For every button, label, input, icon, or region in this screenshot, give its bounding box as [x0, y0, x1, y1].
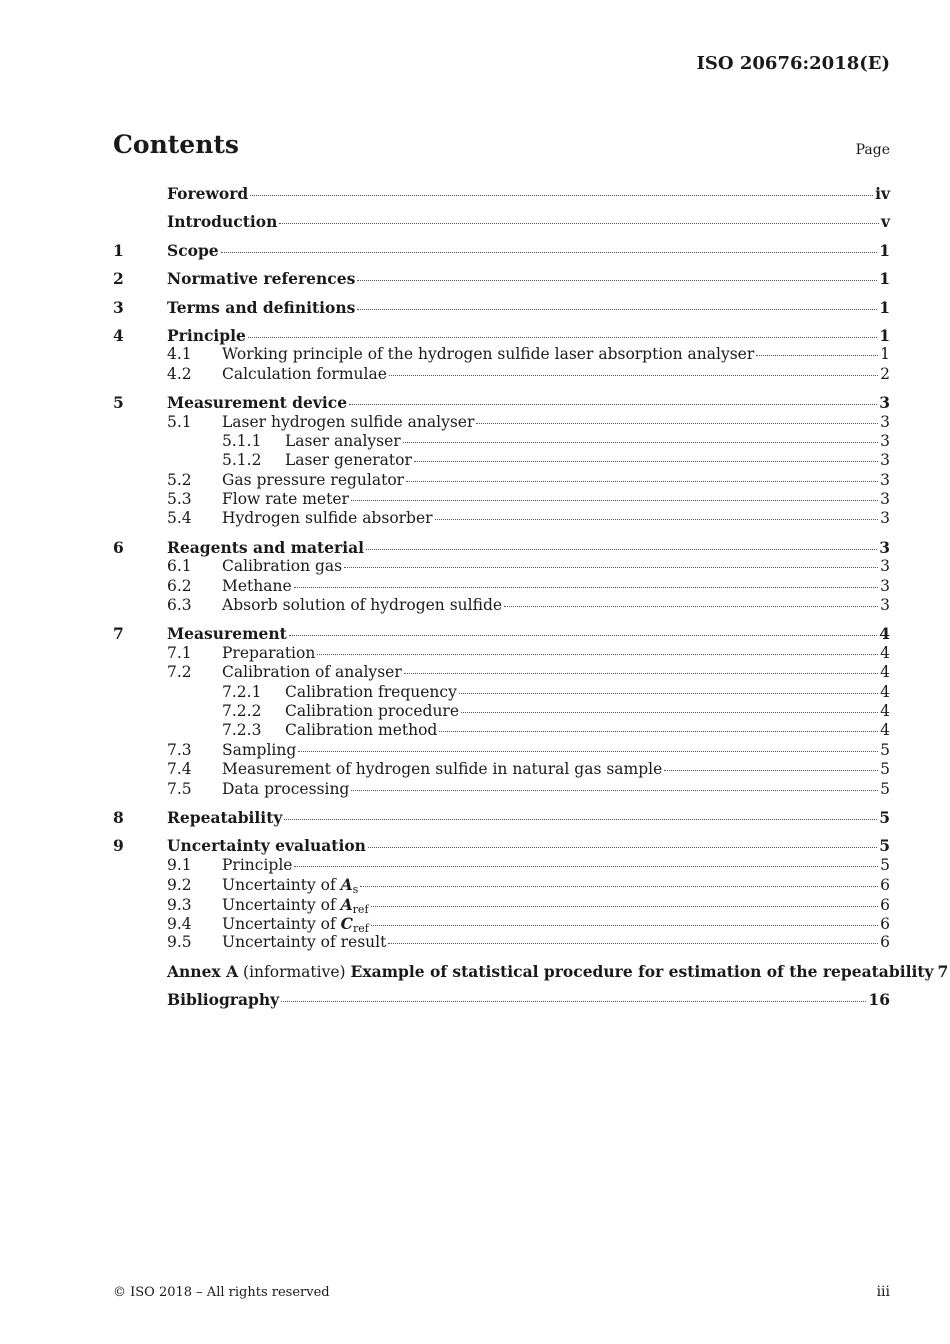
toc-entry-number: 5.4 — [167, 509, 192, 528]
toc-entry-title: Uncertainty evaluation — [167, 836, 366, 856]
toc-entry-page: 6 — [880, 914, 890, 933]
toc-entry[interactable] — [113, 895, 890, 914]
toc-entry-page: 7 — [937, 961, 949, 981]
toc-entry-number: 4 — [113, 325, 124, 345]
toc-entry[interactable] — [113, 345, 890, 364]
toc-entry-title: Bibliography — [167, 990, 280, 1010]
toc-entry-title: Sampling — [222, 740, 297, 759]
toc-entry[interactable] — [113, 538, 890, 557]
toc-entry[interactable] — [113, 184, 890, 203]
toc-entry-number: 1 — [113, 240, 124, 260]
dot-leader — [756, 355, 878, 356]
toc-entry[interactable] — [113, 393, 890, 412]
toc-entry-number: 9 — [113, 836, 124, 856]
toc-entry[interactable] — [113, 760, 890, 779]
dot-leader — [404, 673, 878, 674]
toc-entry-title: Repeatability — [167, 807, 283, 827]
dot-leader — [294, 587, 878, 588]
toc-entry-title: Introduction — [167, 212, 278, 232]
toc-entry-number: 7.4 — [167, 760, 192, 779]
dot-leader — [403, 442, 878, 443]
toc-entry-page: 1 — [879, 325, 890, 345]
toc-entry-page: 5 — [880, 740, 890, 759]
toc-entry-number: 3 — [113, 297, 124, 317]
dot-leader — [388, 943, 878, 944]
dot-leader — [357, 309, 877, 310]
toc-entry[interactable] — [113, 624, 890, 643]
toc-entry-title: Calibration frequency — [285, 682, 457, 701]
dot-leader — [406, 481, 878, 482]
toc-entry-number: 4.2 — [167, 364, 192, 383]
toc-entry[interactable] — [113, 875, 890, 897]
toc-entry-title: Calibration method — [285, 721, 438, 740]
toc-entry-number: 2 — [113, 269, 124, 289]
toc-entry-number: 7.2.2 — [222, 701, 262, 720]
toc-entry-page: v — [880, 212, 890, 232]
toc-entry[interactable] — [113, 451, 890, 470]
toc-entry-title: Working principle of the hydrogen sulfide laser absorption analyser — [222, 345, 755, 364]
toc-entry-title: Reagents and material — [167, 537, 365, 557]
toc-entry-number: 9.3 — [167, 895, 192, 914]
toc-entry-page: 6 — [880, 895, 890, 914]
toc-entry-title: Uncertainty of $A_{ref}$ — [222, 894, 369, 916]
toc-entry-number: 5.1.2 — [222, 451, 262, 470]
toc-entry-number: 6.1 — [167, 557, 192, 576]
toc-entry-page: 4 — [880, 682, 890, 701]
toc-entry-page: 3 — [880, 412, 890, 431]
toc-entry-number: 7 — [113, 624, 124, 644]
toc-entry-page: 3 — [880, 490, 890, 509]
toc-entry[interactable] — [113, 298, 890, 317]
toc-entry-page: iv — [875, 184, 890, 203]
toc-entry-number: 6.3 — [167, 596, 192, 615]
toc-entry-title: Terms and definitions — [167, 297, 356, 317]
document-id: ISO 20676:2018(E) — [696, 53, 890, 74]
toc-entry-title: Hydrogen sulfide absorber — [222, 509, 433, 528]
toc-entry-page: 3 — [880, 470, 890, 489]
dot-leader — [664, 770, 878, 771]
toc-entry[interactable] — [113, 780, 890, 799]
toc-entry-title: Laser hydrogen sulfide analyser — [222, 412, 475, 431]
toc-entry[interactable] — [113, 836, 890, 855]
toc-entry-number: 9.4 — [167, 914, 192, 933]
dot-leader — [459, 693, 878, 694]
toc-entry-title: Data processing — [222, 779, 350, 798]
toc-entry[interactable] — [113, 644, 890, 663]
toc-entry-page: 3 — [879, 537, 890, 557]
toc-entry-page: 5 — [880, 760, 890, 779]
dot-leader — [289, 635, 877, 636]
toc-entry-page: 3 — [880, 557, 890, 576]
dot-leader — [461, 712, 878, 713]
toc-entry-page: 5 — [879, 836, 890, 856]
toc-entry-page: 5 — [880, 779, 890, 798]
toc-entry-title: Calibration procedure — [285, 701, 460, 720]
toc-entry-title: Laser generator — [285, 451, 412, 470]
toc-entry-title: Uncertainty of $C_{ref}$ — [222, 913, 369, 935]
dot-leader — [248, 337, 877, 338]
toc-entry[interactable] — [113, 471, 890, 490]
toc-entry-page: 4 — [880, 643, 890, 662]
toc-entry-title: Annex A (informative) Example of statistical procedure for estimation of the repeatability — [167, 961, 934, 981]
toc-entry-number: 7.2 — [167, 663, 192, 682]
dot-leader — [281, 1001, 866, 1002]
toc-entry[interactable] — [113, 596, 890, 615]
contents-title: Contents — [113, 130, 240, 159]
dot-leader — [389, 375, 878, 376]
toc-entry-page: 5 — [880, 855, 890, 874]
dot-leader — [284, 819, 877, 820]
dot-leader — [414, 461, 878, 462]
toc-entry[interactable] — [113, 741, 890, 760]
toc-entry-page: 6 — [880, 933, 890, 952]
dot-leader — [294, 866, 878, 867]
toc-entry-page: 1 — [879, 297, 890, 317]
toc-entry[interactable] — [113, 413, 890, 432]
toc-entry-title: Foreword — [167, 184, 249, 203]
toc-entry-title: Principle — [222, 855, 293, 874]
toc-entry-title: Calibration gas — [222, 557, 343, 576]
toc-entry-title: Measurement — [167, 624, 287, 644]
toc-entry-number: 5.3 — [167, 490, 192, 509]
page-number: iii — [876, 1284, 890, 1300]
toc-entry-number: 5.1 — [167, 412, 192, 431]
toc-entry-number: 9.5 — [167, 933, 192, 952]
dot-leader — [351, 500, 878, 501]
toc-entry-page: 3 — [880, 596, 890, 615]
page-column-label: Page — [855, 142, 890, 158]
toc-entry-page: 3 — [879, 393, 890, 413]
dot-leader — [298, 751, 878, 752]
toc-entry-title: Preparation — [222, 643, 316, 662]
toc-entry[interactable] — [113, 721, 890, 740]
dot-leader — [250, 195, 873, 196]
toc-entry[interactable] — [113, 663, 890, 682]
toc-entry-title: Normative references — [167, 269, 356, 289]
toc-entry-title: Flow rate meter — [222, 490, 349, 509]
dot-leader — [368, 847, 877, 848]
toc-entry-title: Uncertainty of $A_s$ — [222, 875, 359, 897]
toc-entry-page: 16 — [868, 990, 890, 1010]
toc-entry-number: 6 — [113, 537, 124, 557]
dot-leader — [439, 731, 878, 732]
dot-leader — [504, 606, 878, 607]
toc-entry-title: Laser analyser — [285, 431, 401, 450]
toc-entry-title: Absorb solution of hydrogen sulfide — [222, 596, 503, 615]
dot-leader — [279, 223, 879, 224]
dot-leader — [435, 519, 879, 520]
toc-entry-title: Calculation formulae — [222, 364, 387, 383]
toc-entry-page: 3 — [880, 509, 890, 528]
toc-entry[interactable] — [113, 326, 890, 345]
toc-entry-page: 2 — [880, 364, 890, 383]
toc-entry-number: 5 — [113, 393, 124, 413]
toc-entry[interactable] — [113, 808, 890, 827]
toc-entry-page: 3 — [880, 451, 890, 470]
table-of-contents — [113, 184, 949, 1010]
toc-entry-number: 7.2.3 — [222, 721, 262, 740]
copyright-footer: © ISO 2018 – All rights reserved — [113, 1285, 330, 1300]
dot-leader — [221, 252, 878, 253]
dot-leader — [476, 423, 878, 424]
toc-entry-page: 4 — [880, 701, 890, 720]
toc-entry-title: Measurement of hydrogen sulfide in natural gas sample — [222, 760, 663, 779]
toc-entry-number: 5.2 — [167, 470, 192, 489]
toc-entry-page: 1 — [879, 269, 890, 289]
toc-entry[interactable] — [113, 490, 890, 509]
dot-leader — [357, 280, 877, 281]
toc-entry-page: 4 — [879, 624, 890, 644]
toc-entry-page: 4 — [880, 663, 890, 682]
toc-entry-number: 5.1.1 — [222, 431, 262, 450]
toc-entry-title: Calibration of analyser — [222, 663, 402, 682]
toc-entry-title: Scope — [167, 240, 219, 260]
toc-entry-number: 7.1 — [167, 643, 192, 662]
toc-entry[interactable] — [113, 557, 890, 576]
toc-entry[interactable] — [113, 990, 890, 1009]
toc-entry-page: 3 — [880, 431, 890, 450]
toc-entry[interactable] — [113, 509, 890, 528]
dot-leader — [360, 886, 878, 887]
toc-entry[interactable] — [113, 683, 890, 702]
toc-entry[interactable] — [113, 577, 890, 596]
toc-entry-title: Uncertainty of result — [222, 933, 387, 952]
toc-entry[interactable] — [113, 241, 890, 260]
toc-entry-number: 9.2 — [167, 876, 192, 895]
toc-entry[interactable] — [113, 365, 890, 384]
toc-entry-title: Measurement device — [167, 393, 348, 413]
dot-leader — [371, 906, 879, 907]
toc-entry-number: 7.2.1 — [222, 682, 262, 701]
dot-leader — [371, 925, 878, 926]
dot-leader — [351, 790, 878, 791]
dot-leader — [366, 549, 877, 550]
toc-entry[interactable] — [113, 702, 890, 721]
toc-entry-page: 4 — [880, 721, 890, 740]
dot-leader — [344, 567, 878, 568]
toc-entry-number: 8 — [113, 807, 124, 827]
toc-entry-page: 1 — [880, 345, 890, 364]
toc-entry-title: Gas pressure regulator — [222, 470, 405, 489]
toc-entry-number: 7.5 — [167, 779, 192, 798]
toc-entry[interactable] — [113, 914, 890, 933]
toc-entry-number: 9.1 — [167, 855, 192, 874]
toc-entry[interactable] — [113, 269, 890, 288]
toc-entry-page: 6 — [880, 876, 890, 895]
toc-entry[interactable] — [113, 933, 890, 952]
toc-entry-title: Methane — [222, 576, 292, 595]
toc-entry[interactable] — [113, 212, 890, 231]
toc-entry-number: 4.1 — [167, 345, 192, 364]
toc-entry-number: 7.3 — [167, 740, 192, 759]
toc-entry-page: 3 — [880, 576, 890, 595]
dot-leader — [349, 404, 877, 405]
toc-entry-number: 6.2 — [167, 576, 192, 595]
dot-leader — [317, 654, 878, 655]
toc-entry[interactable] — [113, 432, 890, 451]
toc-entry[interactable] — [113, 961, 949, 981]
toc-entry-page: 5 — [879, 807, 890, 827]
toc-entry-page: 1 — [879, 240, 890, 260]
toc-entry[interactable] — [113, 856, 890, 875]
toc-entry-title: Principle — [167, 325, 246, 345]
